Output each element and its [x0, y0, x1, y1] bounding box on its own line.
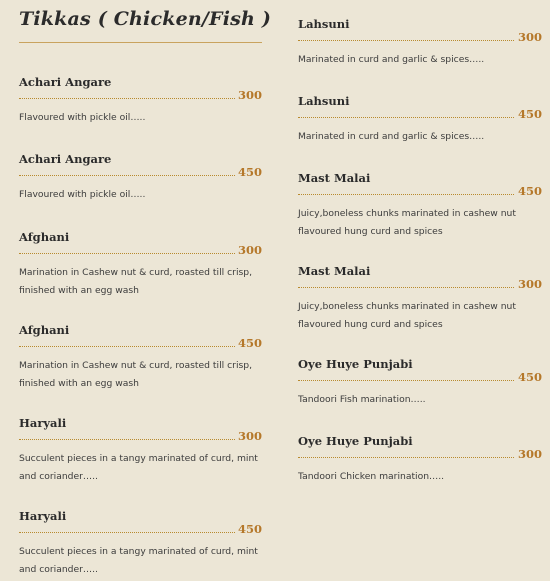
item-price: 300	[237, 429, 262, 443]
item-price: 450	[517, 370, 542, 384]
dotted-leader	[19, 532, 235, 533]
item-description: Juicy,boneless chunks marinated in cashew nut flavoured hung curd and spices	[298, 301, 516, 330]
dotted-leader	[298, 457, 514, 458]
dotted-leader	[298, 287, 514, 288]
item-price: 300	[517, 447, 542, 461]
item-description: Succulent pieces in a tangy marinated of curd, mint and coriander…..	[19, 453, 258, 482]
item-name: Achari Angare	[19, 75, 112, 89]
item-price: 450	[517, 184, 542, 198]
dotted-leader	[298, 380, 514, 381]
item-name: Haryali	[19, 416, 67, 430]
dotted-leader	[298, 40, 514, 41]
dotted-leader	[19, 439, 235, 440]
item-description: Marination in Cashew nut & curd, roasted till crisp, finished with an egg wash	[19, 360, 253, 389]
item-price: 450	[237, 522, 262, 536]
dotted-leader	[298, 117, 514, 118]
item-name: Oye Huye Punjabi	[298, 434, 413, 448]
item-name: Lahsuni	[298, 17, 350, 31]
item-name: Afghani	[19, 323, 70, 337]
section-title: Tikkas ( Chicken/Fish )	[19, 8, 272, 30]
item-description: Tandoori Chicken marination…..	[298, 471, 445, 482]
item-price: 300	[517, 277, 542, 291]
item-name: Haryali	[19, 509, 67, 523]
item-description: Marination in Cashew nut & curd, roasted till crisp, finished with an egg wash	[19, 267, 253, 296]
item-price: 300	[517, 30, 542, 44]
item-name: Achari Angare	[19, 152, 112, 166]
item-price: 450	[517, 107, 542, 121]
title-divider	[19, 42, 262, 43]
item-description: Flavoured with pickle oil…..	[19, 112, 146, 123]
item-price: 300	[237, 243, 262, 257]
dotted-leader	[19, 253, 235, 254]
item-description: Succulent pieces in a tangy marinated of curd, mint and coriander…..	[19, 546, 258, 575]
item-name: Oye Huye Punjabi	[298, 357, 413, 371]
item-description: Tandoori Fish marination…..	[298, 394, 426, 405]
item-name: Afghani	[19, 230, 70, 244]
item-description: Juicy,boneless chunks marinated in cashew nut flavoured hung curd and spices	[298, 208, 516, 237]
item-description: Marinated in curd and garlic & spices…..	[298, 54, 485, 65]
item-name: Lahsuni	[298, 94, 350, 108]
dotted-leader	[19, 98, 235, 99]
dotted-leader	[19, 346, 235, 347]
item-name: Mast Malai	[298, 264, 371, 278]
item-price: 450	[237, 336, 262, 350]
item-description: Marinated in curd and garlic & spices…..	[298, 131, 485, 142]
item-description: Flavoured with pickle oil…..	[19, 189, 146, 200]
item-price: 450	[237, 165, 262, 179]
dotted-leader	[19, 175, 235, 176]
item-name: Mast Malai	[298, 171, 371, 185]
dotted-leader	[298, 194, 514, 195]
item-price: 300	[237, 88, 262, 102]
